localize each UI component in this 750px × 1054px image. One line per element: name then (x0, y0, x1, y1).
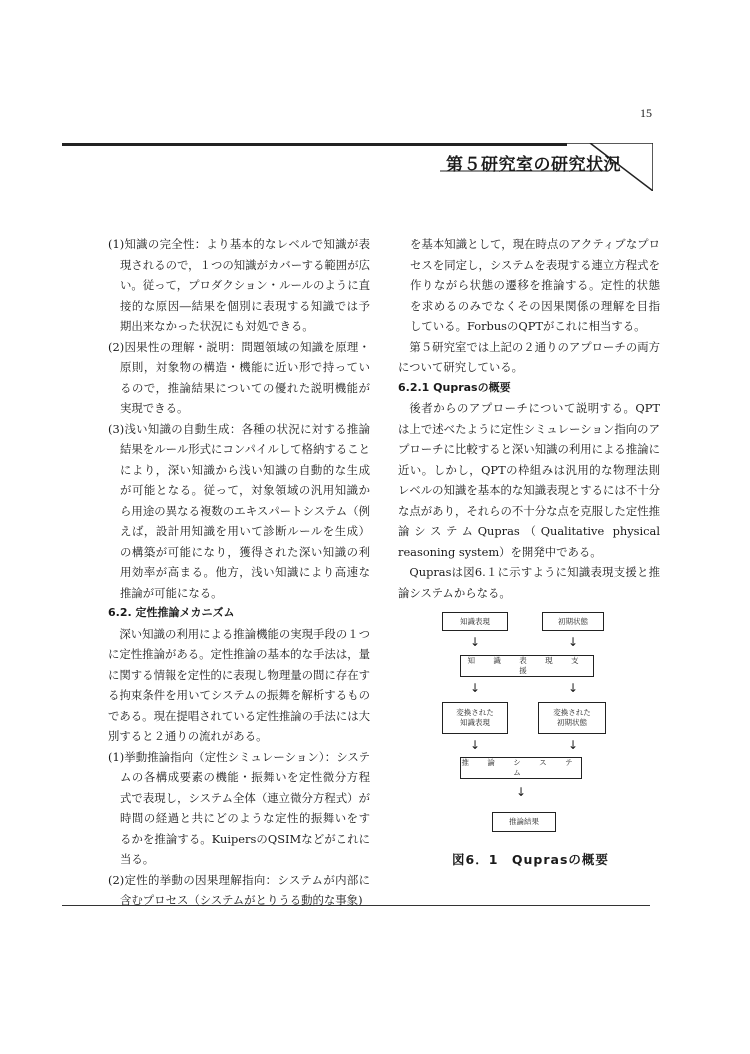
arrow-3: ↓ (470, 681, 481, 695)
arrow-2: ↓ (568, 635, 579, 649)
footer-rule (62, 905, 650, 906)
list-causal-understanding: (2)定性的挙動の因果理解指向：システムが内部に含むプロセス（システムがとりうる動的な事象) (108, 872, 370, 907)
section-heading-6-2-1: 6.2.1 Quprasの概要 (398, 380, 511, 394)
paragraph-continuation: を基本知識として，現在時点のアクティブなプロセスを同定し，システムを表現する連立方程式を作りながら状態の遷移を推論する。定性的状態を求めるのみでなくその因果関係の理解を目指している。ForbusのQPTがこれに相当する。 (410, 237, 660, 333)
arrow-6: ↓ (568, 738, 579, 752)
paragraph-lab-research: 第５研究室では上記の２通りのアプローチの両方について研究している。 (398, 339, 660, 374)
node-initial-state: 初期状態 (542, 612, 604, 631)
item-causality-understanding: (2)因果性の理解・説明：問題領域の知識を原理・原則，対象物の構造・機能に近い形で持っているので，推論結果についての優れた説明機能が実現できる。 (108, 339, 370, 415)
node-knowledge-support: 知 識 表 現 支 援 (460, 655, 594, 677)
section-heading-6-2: 6.2. 定性推論メカニズム (108, 606, 235, 619)
qupras-diagram (434, 606, 624, 846)
node-converted-state: 変換された 初期状態 (538, 702, 606, 734)
arrow-5: ↓ (470, 738, 481, 752)
node-reasoning-result: 推論結果 (492, 812, 556, 832)
arrow-7: ↓ (516, 785, 527, 799)
item-shallow-knowledge-generation: (3)浅い知識の自動生成：各種の状況に対する推論結果をルール形式にコンパイルして格納することにより，深い知識から浅い知識の自動的な生成が可能となる。従って，対象領域の汎用知識から用途の異なる複数のエキスパートシステム（例えば，設計用知識を用いて診断ルールを生成）の構築が可能になり，獲得された深い知識の利用効率が高まる。他方，浅い知識により高速な推論が可能になる。 (108, 421, 370, 600)
arrow-1: ↓ (470, 635, 481, 649)
node-knowledge-representation: 知識表現 (442, 612, 508, 631)
item-knowledge-completeness: (1)知識の完全性：より基本的なレベルで知識が表現されるので，１つの知識がカバーする範囲が広い。従って，プロダクション・ルールのように直接的な原因―結果を個別に表現する知識では予期出来なかった状況にも対処できる。 (108, 237, 370, 333)
list-behavior-reasoning: (1)挙動推論指向（定性シミュレーション）：システムの各構成要素の機能・振舞いを定性微分方程式で表現し，システム全体（連立微分方程式）が時間の経過と共にどのような定性的振舞いをするかを推論する。KuipersのQSIMなどがこれに当る。 (108, 749, 370, 866)
node-reasoning-system: 推 論 シ ス テ ム (461, 758, 581, 777)
page-number: 15 (640, 106, 652, 120)
figure-caption: 図6．1 Quprasの概要 (452, 852, 609, 867)
arrow-4: ↓ (568, 681, 579, 695)
header-title: 第５研究室の研究状況 (446, 155, 621, 175)
left-column (108, 234, 370, 911)
node-converted-knowledge: 変換された 知識表現 (442, 702, 508, 734)
paragraph-qupras-components: Quprasは図6.１に示すように知識表現支援と推論システムからなる。 (398, 565, 660, 600)
paragraph-qualitative-reasoning: 深い知識の利用による推論機能の実現手段の１つに定性推論がある。定性推論の基本的な手法は，量に関する情報を定性的に表現し物理量の間に存在する拘束条件を用いてシステムの振舞を解析するものである。現在提唱されている定性推論の手法には大別すると２通りの流れがある。 (108, 626, 370, 743)
paragraph-qupras-approach: 後者からのアプローチについて説明する。QPTは上で述べたように定性シミュレーション指向のアプローチに比較すると深い知識の利用による推論に近い。しかし，QPTの枠組みは汎用的な物理法則レベルの知識を基本的な知識表現とするには不十分な点があり，それらの不十分な点を克服した定性推論システムQupras（Qualitative physical reasoning system）を開発中である。 (398, 401, 660, 559)
right-column (398, 234, 660, 603)
